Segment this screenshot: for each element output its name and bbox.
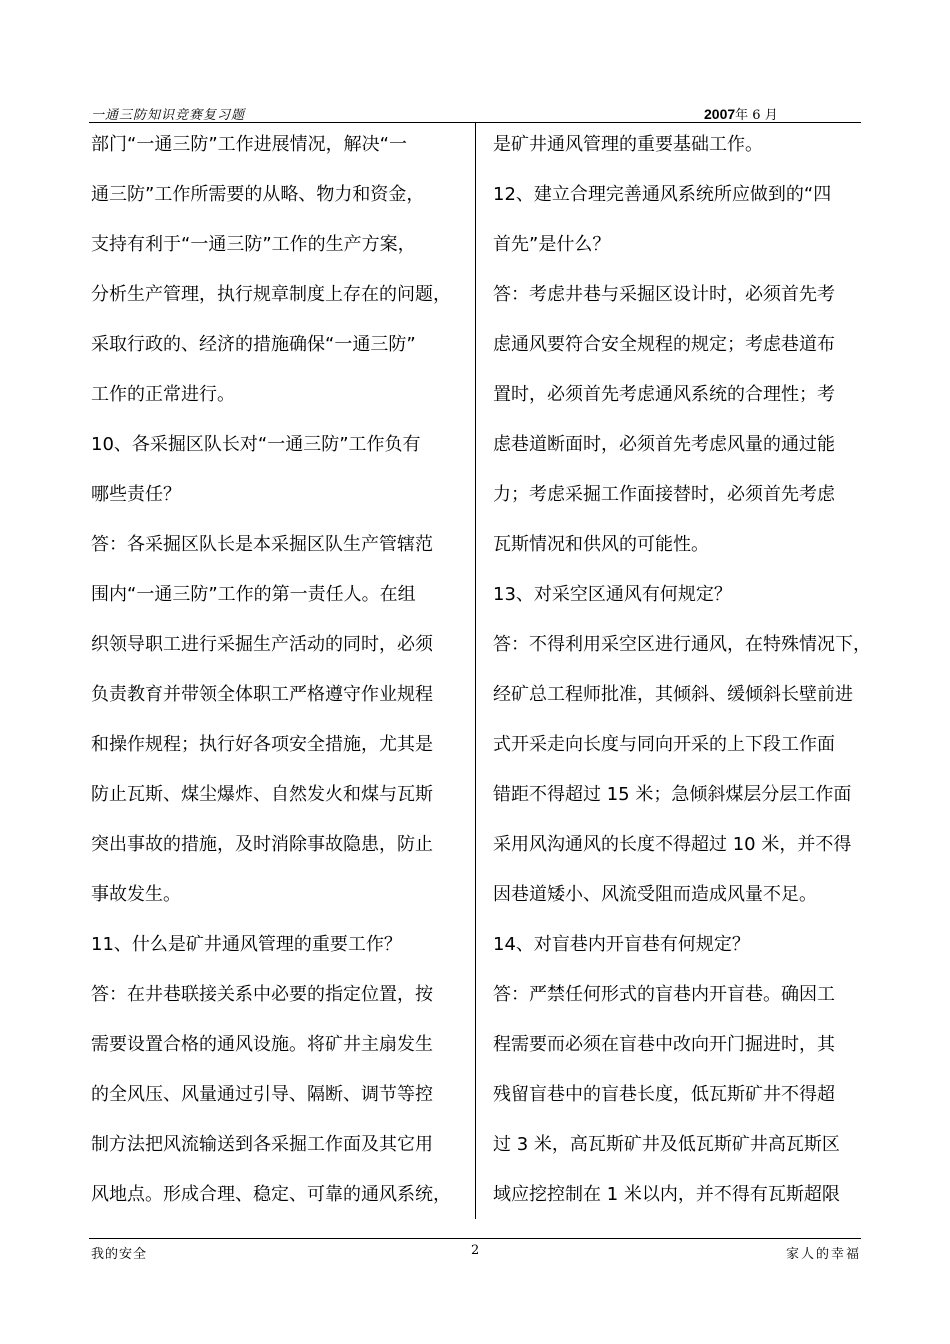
header-month: 年 6 月 [735, 108, 778, 123]
text-line: 和操作规程；执行好各项安全措施，尤其是 [91, 734, 433, 755]
text-line: 答：考虑井巷与采掘区设计时，必须首先考 [493, 284, 835, 305]
header-title: 一通三防知识竞赛复习题 [91, 108, 246, 123]
column-divider [475, 123, 476, 1219]
footer-rule [89, 1238, 861, 1239]
text-line: 分析生产管理，执行规章制度上存在的问题， [91, 284, 451, 305]
text-line: 经矿总工程师批准，其倾斜、缓倾斜长壁前进 [493, 684, 853, 705]
text-line: 答：各采掘区队长是本采掘区队生产管辖范 [91, 534, 433, 555]
right-column [493, 120, 871, 1220]
text-line: 过 3 米，高瓦斯矿井及低瓦斯矿井高瓦斯区 [493, 1134, 840, 1155]
text-line: 瓦斯情况和供风的可能性。 [493, 534, 709, 555]
text-line: 防止瓦斯、煤尘爆炸、自然发火和煤与瓦斯 [91, 784, 433, 805]
text-line: 风地点。形成合理、稳定、可靠的通风系统， [91, 1184, 451, 1205]
text-line: 采取行政的、经济的措施确保“一通三防” [91, 334, 416, 355]
text-line: 式开采走向长度与同向开采的上下段工作面 [493, 734, 835, 755]
text-line: 14、对盲巷内开盲巷有何规定？ [493, 934, 750, 955]
text-line: 织领导职工进行采掘生产活动的同时，必须 [91, 634, 433, 655]
text-line: 支持有利于“一通三防”工作的生产方案， [91, 234, 416, 255]
text-line: 围内“一通三防”工作的第一责任人。在组 [91, 584, 416, 605]
text-line: 答：在井巷联接关系中必要的指定位置，按 [91, 984, 433, 1005]
text-line: 需要设置合格的通风设施。将矿井主扇发生 [91, 1034, 433, 1055]
left-column [91, 120, 469, 1220]
text-line: 突出事故的措施，及时消除事故隐患，防止 [91, 834, 433, 855]
text-line: 事故发生。 [91, 884, 181, 905]
text-line: 是矿井通风管理的重要基础工作。 [493, 134, 763, 155]
text-line: 通三防”工作所需要的从略、物力和资金， [91, 184, 425, 205]
text-line: 虑通风要符合安全规程的规定；考虑巷道布 [493, 334, 835, 355]
text-line: 负责教育并带领全体职工严格遵守作业规程 [91, 684, 433, 705]
text-line: 10、各采掘区队长对“一通三防”工作负有 [91, 434, 421, 455]
footer-right-slogan: 家人的幸福 [786, 1247, 862, 1262]
text-line: 答：不得利用采空区进行通风，在特殊情况下， [493, 634, 871, 655]
text-line: 的全风压、风量通过引导、隔断、调节等控 [91, 1084, 433, 1105]
text-line: 虑巷道断面时，必须首先考虑风量的通过能 [493, 434, 835, 455]
text-line: 置时，必须首先考虑通风系统的合理性；考 [493, 384, 835, 405]
text-line: 错距不得超过 15 米；急倾斜煤层分层工作面 [493, 784, 852, 805]
text-line: 制方法把风流输送到各采掘工作面及其它用 [91, 1134, 433, 1155]
header-year: 2007 [704, 106, 736, 122]
text-line: 采用风沟通风的长度不得超过 10 米，并不得 [493, 834, 852, 855]
text-line: 工作的正常进行。 [91, 384, 235, 405]
text-line: 哪些责任？ [91, 484, 181, 505]
text-line: 首先”是什么？ [493, 234, 611, 255]
text-line: 程需要而必须在盲巷中改向开门掘进时，其 [493, 1034, 835, 1055]
text-line: 13、对采空区通风有何规定？ [493, 584, 732, 605]
page-number: 2 [471, 1243, 480, 1258]
footer-left-slogan: 我的安全 [91, 1247, 148, 1262]
text-line: 因巷道矮小、风流受阻而造成风量不足。 [493, 884, 817, 905]
text-line: 11、什么是矿井通风管理的重要工作？ [91, 934, 402, 955]
text-line: 域应挖控制在 1 米以内，并不得有瓦斯超限 [493, 1184, 840, 1205]
text-line: 残留盲巷中的盲巷长度，低瓦斯矿井不得超 [493, 1084, 835, 1105]
text-line: 12、建立合理完善通风系统所应做到的“四 [493, 184, 832, 205]
text-line: 力；考虑采掘工作面接替时，必须首先考虑 [493, 484, 835, 505]
text-line: 部门“一通三防”工作进展情况，解决“一 [91, 134, 407, 155]
text-line: 答：严禁任何形式的盲巷内开盲巷。确因工 [493, 984, 835, 1005]
